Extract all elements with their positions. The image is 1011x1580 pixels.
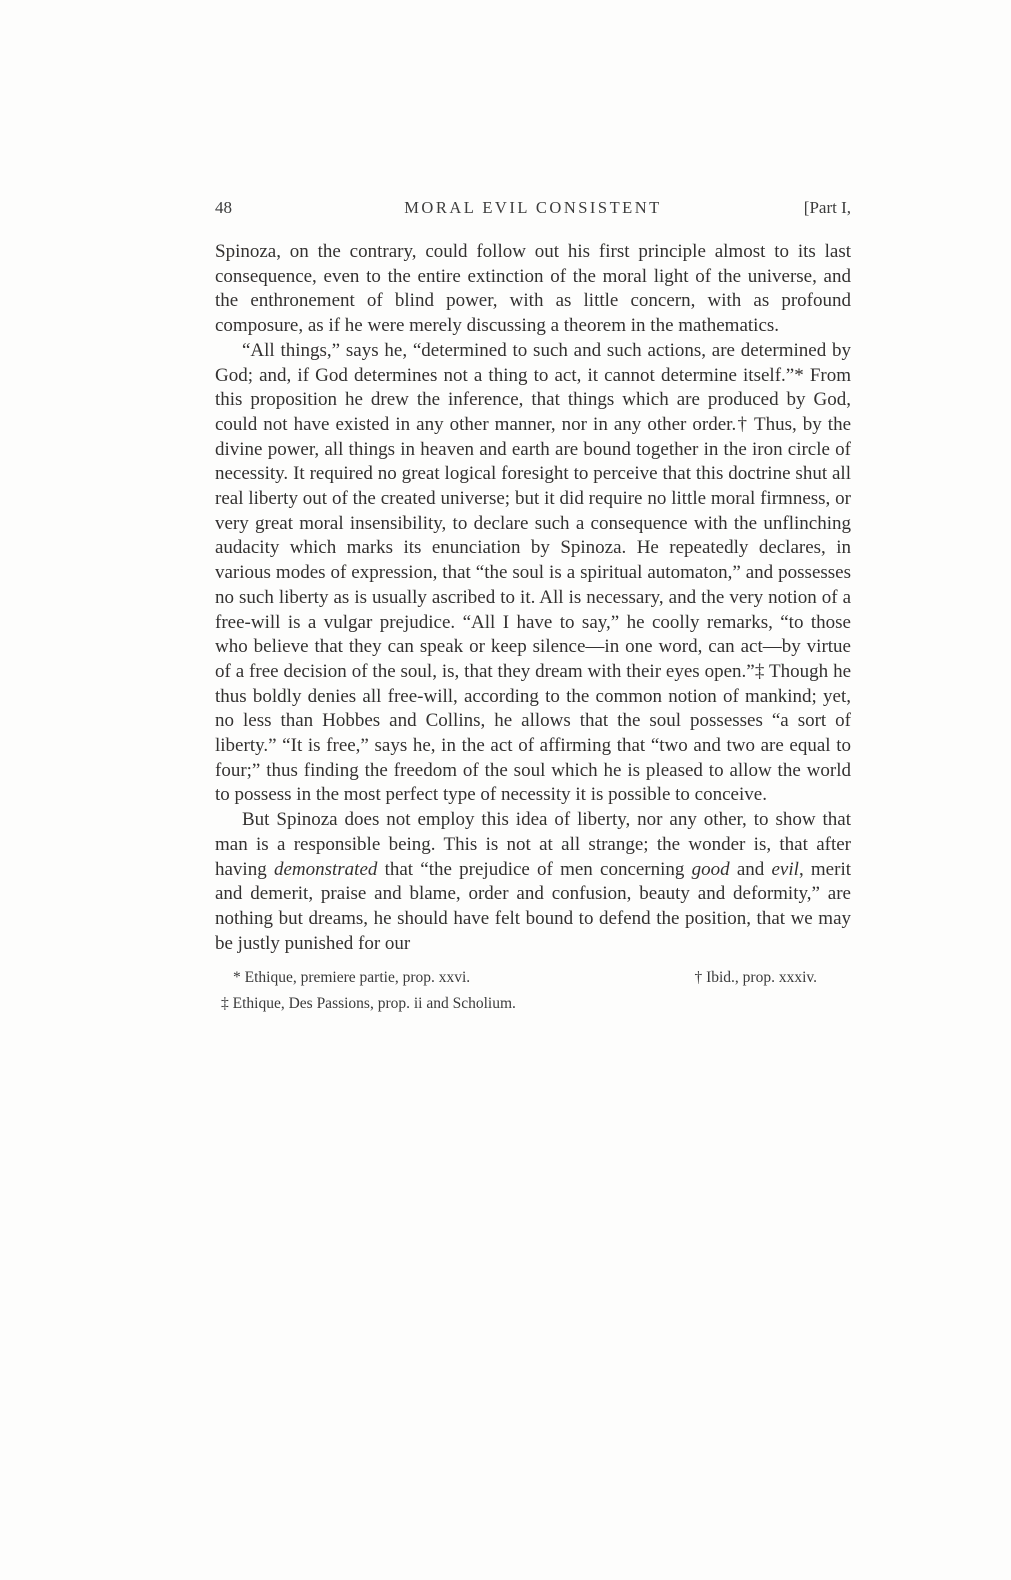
footnotes <box>215 965 851 1017</box>
page-number: 48 <box>215 198 232 217</box>
footnote-row <box>215 965 851 991</box>
text-block <box>215 198 851 1017</box>
running-header <box>215 198 851 218</box>
footnote-double-dagger: ‡ Ethique, Des Passions, prop. ii and Scholium. <box>221 995 516 1013</box>
paragraph <box>215 240 851 339</box>
text-run: and <box>729 858 772 880</box>
footnote-dagger: † Ibid., prop. xxxiv. <box>694 969 817 987</box>
italic-text-run: demonstrated <box>273 858 378 880</box>
paragraph <box>215 808 851 956</box>
header-part-label: [Part I, <box>803 198 851 217</box>
italic-text-run: evil <box>771 858 799 880</box>
text-run: Spinoza, on the contrary, could follow out his first principle almost to its last consequence, even to the entire extinction of the moral light of the universe, and the enthronement of blind power, with as little concern, with as profound composure, as if he were merely discussing a theorem in the mathematics. <box>215 241 851 337</box>
footnote-asterisk: * Ethique, premiere partie, prop. xxvi. <box>233 969 471 987</box>
text-run: , merit and demerit, praise and blame, order and confusion, beauty and deformity,” are nothing but dreams, he should have felt bound to defend the position, that we may be justly punished for our <box>215 858 851 954</box>
italic-text-run: good <box>691 858 730 880</box>
body-text <box>215 240 851 956</box>
text-run: that “the prejudice of men concerning <box>377 858 692 880</box>
text-run: “All things,” says he, “determined to such and such actions, are determined by God; and, if God determines not a thing to act, it cannot determine itself.”* From this proposition he drew the inference, that things which are produced by God, could not have existed in any other manner, nor in any other order.† Thus, by the divine power, all things in heaven and earth are bound together in the iron circle of necessity. It required no great logical foresight to perceive that this doctrine shut all real liberty out of the created universe; but it did require no little moral firmness, or very great moral insensibility, to declare such a consequence with the unflinching audacity which marks its enunciation by Spinoza. He repeatedly declares, in various modes of expression, that “the soul is a spiritual automaton,” and possesses no such liberty as is usually ascribed to it. All is necessary, and the very notion of a free-will is a vulgar prejudice. “All I have to say,” he coolly remarks, “to those who believe that they can speak or keep silence—in one word, can act—by virtue of a free decision of the soul, is, that they dream with their eyes open.”‡ Though he thus boldly denies all free-will, according to the common notion of mankind; yet, no less than Hobbes and Collins, he allows that the soul possesses “a sort of liberty.” “It is free,” says he, in the act of affirming that “two and two are equal to four;” thus finding the freedom of the soul which he is pleased to allow the world to possess in the most perfect type of necessity it is possible to conceive. <box>215 339 851 806</box>
header-title: MORAL EVIL CONSISTENT <box>404 198 662 217</box>
paragraph <box>215 339 851 808</box>
text-run: But Spinoza does not employ this idea of liberty, nor any other, to show that man is a responsible being. This is not at all strange; the wonder is, that after having <box>215 809 851 880</box>
